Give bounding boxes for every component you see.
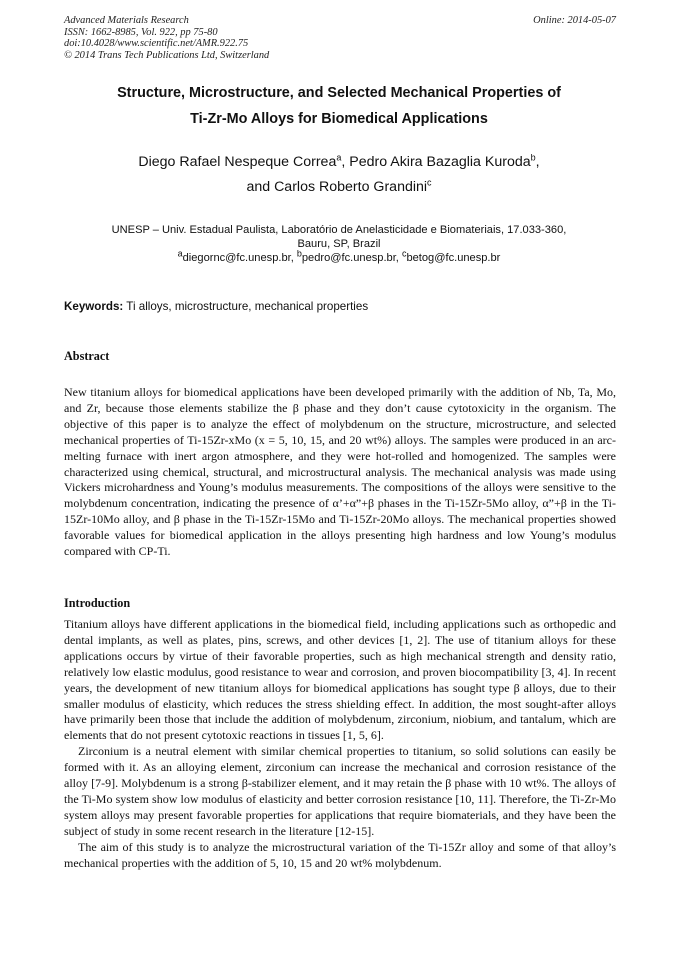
abstract-paragraph: New titanium alloys for biomedical applications have been developed primarily with the addition of Nb, Ta, Mo, and Zr, because those elements stabilize the β phase and they don’t cause cytotoxicity in the organism. The objective of this paper is to analyze the effect of molybdenum on the structure, microstructure, and selected mechanical properties of Ti-15Zr-xMo (x = 5, 10, 15, and 20 wt%) alloys. The samples were produced in an arc-melting furnace with inert argon atmosphere, and they were hot-rolled and homogenized. The samples were characterized using chemical, structural, and microstructural analysis. The mechanical analysis was made using Vickers microhardness and Young’s modulus measurements. The compositions of the alloys were sensitive to the molybdenum concentration, indicating the presence of α’+α”+β phases in the Ti-15Zr-5Mo alloy, α”+β in the Ti-15Zr-10Mo alloy, and β phase in the Ti-15Zr-15Mo and Ti-15Zr-20Mo alloys. The mechanical properties showed favorable values for biomedical application in the alloys presenting high hardness and low Young’s modulus compared with CP-Ti. <box>64 385 616 559</box>
doi: doi:10.4028/www.scientific.net/AMR.922.75 <box>64 38 249 50</box>
email-link: pedro@fc.unesp.br, <box>301 252 402 264</box>
email-mark: b <box>296 248 302 259</box>
author-list <box>60 150 618 200</box>
introduction-text <box>64 617 616 872</box>
affiliation-line-1: UNESP – Univ. Estadual Paulista, Laboratório de Anelasticidade e Biomateriais, 17.033-360, <box>111 224 567 236</box>
issn: ISSN: 1662-8985, Vol. 922, pp 75-80 <box>64 26 218 38</box>
keywords-text: Ti alloys, microstructure, mechanical properties <box>123 300 369 313</box>
abstract-heading: Abstract <box>64 349 110 363</box>
copyright: © 2014 Trans Tech Publications Ltd, Switzerland <box>64 49 270 61</box>
author-name: Diego Rafael Nespeque Correa <box>138 154 337 170</box>
intro-paragraph-1: Titanium alloys have different applications in the biomedical field, including applications such as orthopedic and dental implants, as well as plates, pins, screws, and other devices [1, 2]. The use of titanium alloys for these applications occurs by virtue of their favorable properties, such as high mechanical strength and density ratio, relatively low elastic modulus, good resistance to wear and corrosion, and proven biocompatibility [3, 4]. In recent years, the development of new titanium alloys for biomedical applications has sought type β alloys, due to their smaller modulus of elasticity, which reduces the stress shielding effect. In addition, the most sought-after alloys have primarily been those that include the addition of molybdenum, zirconium, niobium, and tantalum, which are elements that do not present cytotoxic reactions in tissues [1, 5, 6]. <box>64 617 616 743</box>
intro-paragraph-3: The aim of this study is to analyze the microstructural variation of the Ti-15Zr alloy and some of that alloy’s mechanical properties with the addition of 5, 10, 15 and 20 wt% molybdenum. <box>64 839 616 870</box>
email-mark: c <box>401 248 407 259</box>
online-date: Online: 2014-05-07 <box>533 15 616 26</box>
author-name: Pedro Akira Bazaglia Kuroda <box>349 154 531 170</box>
page-header <box>64 15 616 61</box>
email-line <box>60 248 618 265</box>
keywords <box>64 300 616 313</box>
author-separator: , <box>535 154 540 170</box>
email-link: diegornc@fc.unesp.br, <box>182 252 297 264</box>
email-mark: a <box>177 248 183 259</box>
introduction-heading: Introduction <box>64 596 131 610</box>
email-link: betog@fc.unesp.br <box>406 252 501 264</box>
author-name: Carlos Roberto Grandini <box>274 179 428 195</box>
affiliation <box>60 223 618 265</box>
author-mark: b <box>530 152 536 163</box>
paper-title <box>60 80 618 132</box>
author-mark: a <box>336 152 342 163</box>
author-conjunction: and <box>246 179 275 195</box>
intro-paragraph-2: Zirconium is a neutral element with similar chemical properties to titanium, so solid solutions can easily be formed with it. As an alloying element, zirconium can increase the mechanical and corrosion resistance of the alloy [7-9]. Molybdenum is a strong β-stabilizer element, and it may retain the β phase with 10 wt%. The alloys of the Ti-Mo system show low modulus of elasticity and better corrosion resistance [10, 11]. Therefore, the Ti-Zr-Mo system alloys may present favorable properties for applications that require biomaterials, and they have been the subject of study in some recent research in the literature [12-15]. <box>64 744 616 838</box>
title-line-1: Structure, Microstructure, and Selected Mechanical Properties of <box>117 85 561 101</box>
title-line-2: Ti-Zr-Mo Alloys for Biomedical Applications <box>190 111 488 127</box>
author-line-2 <box>60 175 618 200</box>
keywords-label: Keywords: <box>64 300 124 313</box>
author-mark: c <box>427 177 432 188</box>
affiliation-line-2: Bauru, SP, Brazil <box>297 238 381 250</box>
journal-name: Advanced Materials Research <box>64 15 189 26</box>
author-separator: , <box>341 154 350 170</box>
author-line-1 <box>60 150 618 175</box>
abstract-text <box>64 385 616 560</box>
